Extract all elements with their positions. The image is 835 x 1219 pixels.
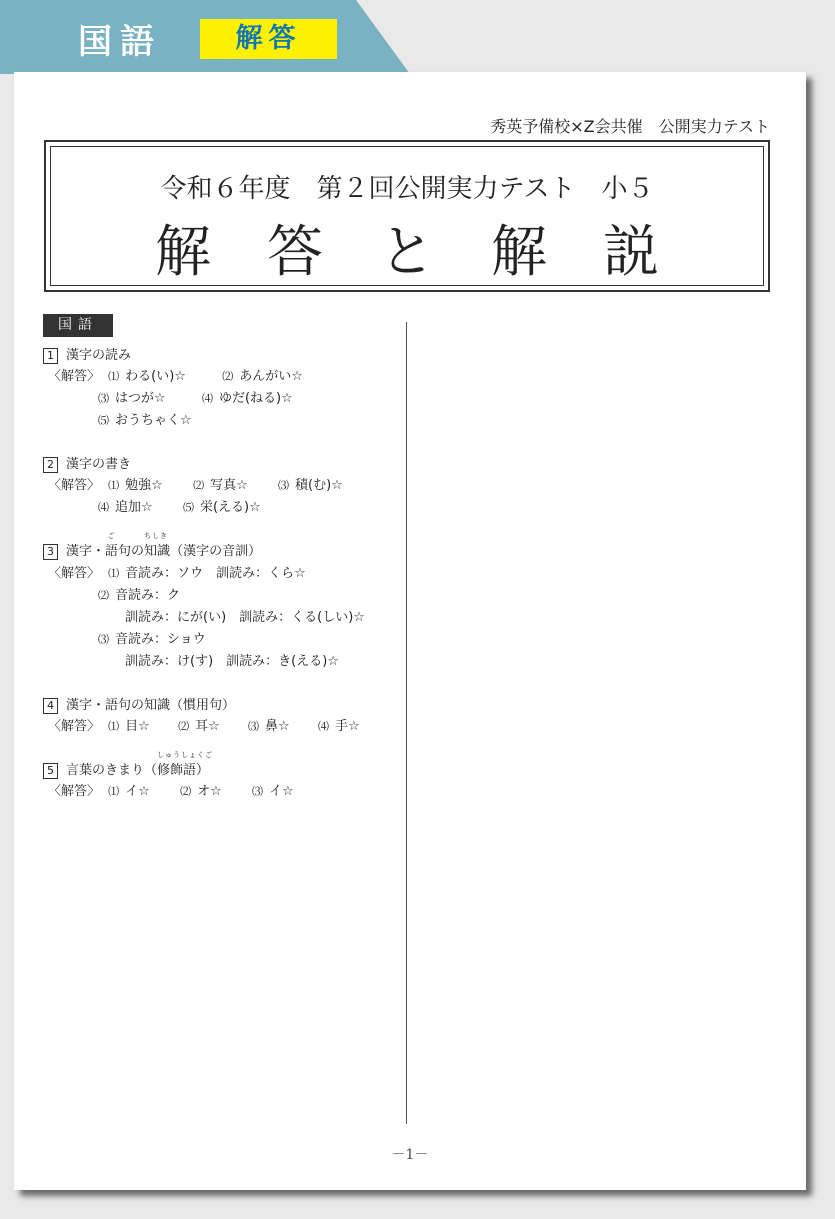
- answer-line: [48, 365, 303, 384]
- answer-line: [98, 496, 261, 515]
- answer-line: [48, 474, 343, 493]
- item-number: ⑸: [98, 414, 109, 427]
- item-number: ⑵: [180, 785, 192, 798]
- answer-text: 勉強☆: [125, 478, 163, 493]
- answer-text: 音読み：ク: [115, 588, 181, 603]
- question-1-heading: [43, 344, 131, 364]
- item-number: ⑵: [193, 479, 205, 492]
- column-divider: [406, 322, 407, 1124]
- answer-line: [125, 650, 339, 669]
- document-title: 解答と解説: [155, 220, 715, 285]
- answer-text: 手☆: [334, 719, 360, 734]
- answer-text: 積(む)☆: [295, 478, 343, 493]
- furigana: ちしき: [144, 532, 169, 540]
- answer-label: 〈解答〉: [48, 369, 101, 384]
- item-number: ⑶: [248, 720, 260, 733]
- answer-text: オ☆: [197, 784, 222, 799]
- item-number: ⑵: [98, 589, 109, 602]
- item-number: ⑴: [108, 370, 120, 383]
- question-3-heading: 3 漢字・語 ご 句の知 ちしき 識（漢字の音訓）: [43, 540, 261, 560]
- answer-badge: 解答: [200, 19, 337, 59]
- answer-text: 音読み：ソウ 訓読み：くら☆: [125, 566, 306, 581]
- title-box: [44, 140, 770, 292]
- answer-line: [98, 584, 180, 603]
- answer-line: [48, 562, 306, 581]
- answer-line: [125, 606, 365, 625]
- answer-line: [98, 628, 206, 647]
- item-number: ⑴: [108, 479, 120, 492]
- answer-text: おうちゃく☆: [115, 413, 192, 428]
- answer-text: 耳☆: [195, 719, 220, 734]
- answer-text: 栄(える)☆: [199, 500, 261, 515]
- furigana: しゅうしょくご: [157, 751, 214, 759]
- subject-label: 国語: [78, 22, 162, 62]
- answer-text: イ☆: [269, 784, 294, 799]
- answer-text: ゆだ(ねる)☆: [218, 391, 293, 406]
- answer-text: 目☆: [125, 719, 150, 734]
- answer-line: [98, 387, 293, 406]
- page-number: －1－: [391, 1147, 429, 1163]
- item-number: ⑴: [108, 567, 120, 580]
- item-number: ⑵: [178, 720, 190, 733]
- answer-text: わる(い)☆: [125, 369, 186, 384]
- answer-text: 訓読み：け(す) 訓読み：き(える)☆: [125, 654, 339, 669]
- question-number: 2: [43, 457, 58, 473]
- item-number: ⑸: [182, 501, 194, 514]
- item-number: ⑵: [222, 370, 234, 383]
- answer-label: 〈解答〉: [48, 719, 101, 734]
- answer-text: はつが☆: [115, 391, 166, 406]
- answer-text: 追加☆: [115, 500, 153, 515]
- question-title: 漢字・: [66, 544, 106, 559]
- answer-label: 〈解答〉: [48, 478, 101, 493]
- question-number: 1: [43, 348, 58, 364]
- item-number: ⑴: [108, 785, 120, 798]
- answer-text: あんがい☆: [239, 369, 303, 384]
- question-title: 漢字・語句の知識（慣用句）: [66, 698, 236, 713]
- item-number: ⑷: [201, 392, 213, 405]
- answer-sheet: [14, 72, 806, 1190]
- answer-text: 写真☆: [210, 478, 248, 493]
- item-number: ⑶: [252, 785, 264, 798]
- test-title: 令和６年度 第２回公開実力テスト 小５: [160, 174, 654, 204]
- answer-line: [48, 715, 360, 734]
- answer-label: 〈解答〉: [48, 566, 101, 581]
- ruby-word: 知 ちしき: [144, 532, 169, 559]
- question-2-heading: [43, 453, 131, 473]
- question-5-heading: 5 言葉のきまり（修飾語 しゅうしょくご ）: [43, 759, 209, 779]
- question-title: 言葉のきまり（: [66, 763, 158, 778]
- item-number: ⑷: [317, 720, 329, 733]
- question-4-heading: [43, 694, 235, 714]
- item-number: ⑴: [108, 720, 120, 733]
- answer-text: 鼻☆: [265, 719, 290, 734]
- section-tag: 国語: [43, 314, 113, 337]
- item-number: ⑶: [278, 479, 290, 492]
- question-number: 3: [43, 544, 58, 560]
- question-number: 5: [43, 763, 58, 779]
- furigana: ご: [107, 532, 116, 540]
- item-number: ⑶: [98, 392, 109, 405]
- answer-text: 音読み：ショウ: [115, 632, 206, 647]
- question-title: 漢字の書き: [66, 457, 132, 472]
- question-number: 4: [43, 698, 58, 714]
- organizer-text: 秀英予備校×Z会共催 公開実力テスト: [490, 117, 770, 136]
- item-number: ⑶: [98, 633, 109, 646]
- item-number: ⑷: [98, 501, 109, 514]
- answer-line: [48, 780, 294, 799]
- answer-text: イ☆: [125, 784, 150, 799]
- answer-text: 訓読み：にが(い) 訓読み：くる(しい)☆: [125, 610, 365, 625]
- answer-line: [98, 409, 192, 428]
- ruby-word: 語 ご: [105, 532, 119, 559]
- answer-label: 〈解答〉: [48, 784, 101, 799]
- ruby-word: 修飾語 しゅうしょくご: [157, 751, 214, 778]
- question-title: 漢字の読み: [66, 348, 132, 363]
